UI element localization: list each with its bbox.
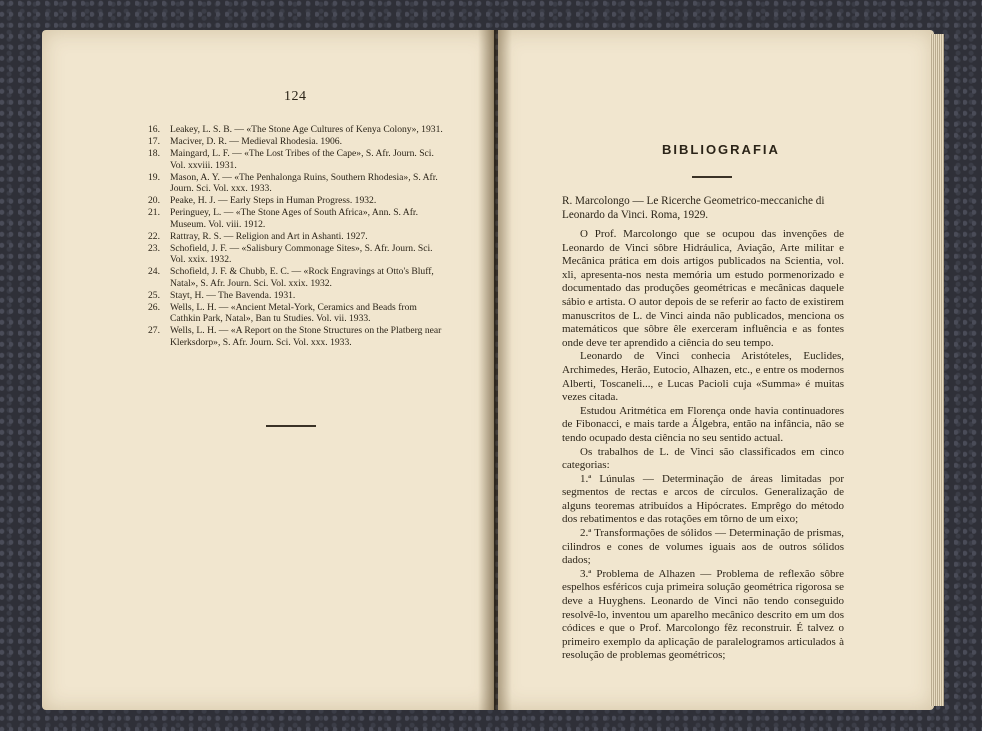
paragraph: Estudou Aritmética em Florença onde havia continuadores de Fibonacci, e mais tarde a Álgebra, então na infância, não se tendo ocupado desta ciência no seu sentido actual. xyxy=(562,404,844,444)
reference-item: 23. Schofield, J. F. — «Salisbury Commonage Sites», S. Afr. Journ. Sci. Vol. xxix. 1932. xyxy=(148,243,433,266)
reference-list xyxy=(148,124,448,349)
paragraph: O Prof. Marcolongo que se ocupou das invenções de Leonardo de Vinci sôbre Hidráulica, Aviação, Arte militar e Mecânica prática em dois artigos publicados na Scientia, vol. xli, apresenta-nos nesta memória um estudo pormenorizado e documentado das produções geométricas e mecânicas daquele sábio e artista. O autor depois de se referir ao facto de existirem manuscritos de L. de Vinci ainda não publicados, menciona os matemáticos que sôbre êle exerceram influência e as fontes onde deve ter aprendido a ciência do seu tempo. xyxy=(562,228,844,349)
reference-item: 20. Peake, H. J. — Early Steps in Human Progress. 1932. xyxy=(148,195,377,207)
heading-divider xyxy=(692,176,732,178)
section-divider xyxy=(266,425,316,427)
paragraph: Os trabalhos de L. de Vinci são classificados em cinco categorias: xyxy=(562,445,844,472)
paragraph: 3.ª Problema de Alhazen — Problema de reflexão sôbre espelhos esféricos cuja primeira solução geométrica rigorosa se deve a Huyghens. Leonardo de Vinci não tendo conseguido resolvê-lo, inventou um aparelho mecânico descrito em um dos códices e que o Prof. Marcolongo fêz reconstruir. É talvez o primeiro exemplo da aplicação de paralelogramos articulados à resolução de problemas geométricos; xyxy=(562,567,844,662)
reference-item: 21. Peringuey, L. — «The Stone Ages of South Africa», Ann. S. Afr. Museum. Vol. viii. 1912. xyxy=(148,207,418,230)
reference-item: 18. Maingard, L. F. — «The Lost Tribes of the Cape», S. Afr. Journ. Sci. Vol. xxviii. 1931. xyxy=(148,148,434,171)
paragraph: 1.ª Lúnulas — Determinação de áreas limitadas por segmentos de rectas e arcos de círculos. Generalização de alguns teoremas atribuídos a Hipócrates. Emprêgo do método dos rebatimentos e das rotações em tôrno de um eixo; xyxy=(562,472,844,526)
page-number: 124 xyxy=(284,89,307,104)
book-gutter xyxy=(478,30,512,710)
body-text xyxy=(562,228,844,663)
reference-item: 27. Wells, L. H. — «A Report on the Stone Structures on the Platberg near Klerksdorp», S. Afr. Journ. Sci. Vol. xxx. 1933. xyxy=(148,325,442,348)
reference-item: 26. Wells, L. H. — «Ancient Metal-York, Ceramics and Beads from Cathkin Park, Natal», Ban tu Studies. Vol. vii. 1933. xyxy=(148,302,417,325)
paragraph: 2.ª Transformações de sólidos — Determinação de prismas, cilindros e cones de volumes iguais aos de outros sólidos dados; xyxy=(562,527,844,567)
reference-item: 17. Maciver, D. R. — Medieval Rhodesia. 1906. xyxy=(148,136,343,148)
reference-item: 25. Stayt, H. — The Bavenda. 1931. xyxy=(148,289,296,301)
reference-item: 16. Leakey, L. S. B. — «The Stone Age Cultures of Kenya Colony», 1931. xyxy=(148,124,443,135)
reference-item: 24. Schofield, J. F. & Chubb, E. C. — «Rock Engravings at Otto's Bluff, Natal», S. Afr. Journ. Sci. Vol. xxix. 1932. xyxy=(148,266,434,289)
bibliography-entry: R. Marcolongo — Le Ricerche Geometrico-meccaniche di Leonardo da Vinci. Roma, 1929. xyxy=(562,195,825,221)
reference-item: 19. Mason, A. Y. — «The Penhalonga Ruins, Southern Rhodesia», S. Afr. Journ. Sci. Vol. xxx. 1933. xyxy=(148,171,438,195)
page-edges xyxy=(930,34,944,706)
paragraph: Leonardo de Vinci conhecia Aristóteles, Euclides, Archimedes, Herão, Eutocio, Alhazen, etc., e entre os modernos Alberti, Toscaneli..., e Lucas Pacioli cuja «Summa» é muitas vezes citada. xyxy=(562,350,844,404)
reference-item: 22. Rattray, R. S. — Religion and Art in Ashanti. 1927. xyxy=(148,230,368,242)
section-heading: BIBLIOGRAFIA xyxy=(662,142,780,157)
